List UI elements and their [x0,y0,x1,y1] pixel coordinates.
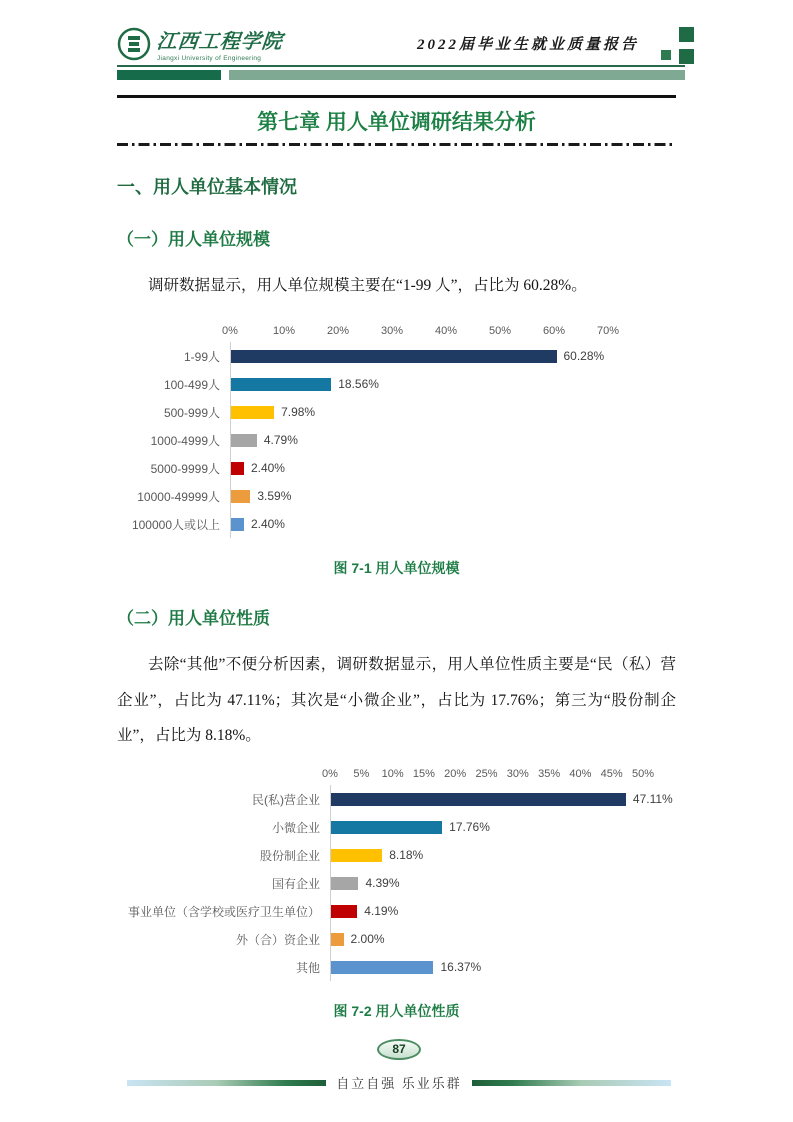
x-axis [322,768,655,785]
footer-gradient-bar-left [127,1080,326,1086]
bar [231,406,274,419]
bar [231,490,250,503]
page-number-row [117,1039,681,1060]
plot-area [330,953,644,981]
university-logo [117,25,283,62]
chart-row [117,785,676,813]
page-header [117,0,685,80]
report-title: 2022届毕业生就业质量报告 [416,37,639,53]
university-name: 江西工程学院 [155,31,284,53]
chart-row [117,342,676,370]
axis-tick: 5% [353,768,370,781]
plot-area [330,925,644,953]
page-footer [117,1039,681,1092]
category-label: 1000-4999人 [150,433,220,448]
plot-area [230,398,609,426]
value-label: 4.79% [263,433,298,448]
axis-tick: 45% [600,768,623,781]
axis-tick: 30% [380,325,404,338]
bar [331,821,442,834]
axis-tick: 25% [475,768,498,781]
chart-row [117,841,676,869]
axis-tick: 20% [326,325,350,338]
chart-rows [117,342,676,538]
chart-row [117,454,676,482]
value-label: 4.19% [364,904,399,919]
logo-text [157,25,283,62]
category-label: 100-499人 [163,377,220,392]
subsection-heading-1-1: （一）用人单位规模 [117,229,270,249]
chart-row [117,426,676,454]
value-label: 4.39% [365,876,400,891]
value-label: 16.37% [440,960,482,975]
bar [231,378,331,391]
footer-motto-row [127,1073,671,1092]
axis-tick: 15% [412,768,435,781]
chapter-title: 第七章 用人单位调研结果分析 [257,111,536,134]
header-bar-dark-segment [117,70,221,80]
value-label: 2.00% [350,932,385,947]
axis-tick: 50% [488,325,512,338]
decoration-square [679,49,694,64]
axis-tick: 35% [538,768,561,781]
plot-area [230,482,609,510]
plot-area [330,813,644,841]
bar [231,462,244,475]
value-label: 47.11% [632,792,673,807]
plot-area [230,510,609,538]
figure-7-1-caption: 图 7-1 用人单位规模 [333,560,460,577]
axis-tick: 60% [542,325,566,338]
chart-row [117,398,676,426]
axis-tick: 10% [272,325,296,338]
bar [231,350,557,363]
header-bar-light-segment [229,70,685,80]
category-label: 10000-49999人 [137,489,220,504]
bar [231,434,257,447]
value-label: 3.59% [257,489,292,504]
bar [231,518,244,531]
bar [331,877,358,890]
value-label: 2.40% [250,461,285,476]
bar [331,793,626,806]
value-label: 7.98% [281,405,316,420]
axis-tick: 0% [222,325,238,338]
category-label: 小微企业 [271,820,320,835]
section-heading-1: 一、用人单位基本情况 [117,176,297,197]
figure-7-1-chart [117,325,676,538]
figure-7-2-chart [117,768,676,981]
plot-area [330,869,644,897]
plot-area [230,370,609,398]
bar [331,961,433,974]
chart-row [117,482,676,510]
category-label: 外（合）资企业 [235,932,320,947]
chart-row [117,510,676,538]
plot-area [330,897,644,925]
dash-dot-divider [117,143,676,146]
paragraph-employer-scale: 调研数据显示，用人单位规模主要在“1-99 人”，占比为 60.28%。 [148,276,587,294]
chart-row [117,813,676,841]
axis-tick: 50% [631,768,655,781]
chart-row [117,897,676,925]
chart-row [117,925,676,953]
value-label: 60.28% [563,349,605,364]
figure-7-2-caption: 图 7-2 用人单位性质 [333,1003,460,1020]
plot-area [230,454,609,482]
decoration-square [679,27,694,42]
category-label: 其他 [295,960,320,975]
plot-area [330,841,644,869]
category-label: 1-99人 [183,349,220,364]
axis-tick: 40% [569,768,592,781]
category-label: 股份制企业 [259,848,320,863]
value-label: 2.40% [250,517,285,532]
header-decoration-squares [660,27,694,64]
chapter-heading-block [117,95,676,146]
axis-tick: 30% [506,768,529,781]
axis-tick: 40% [434,325,458,338]
category-label: 民(私)营企业 [252,792,320,807]
bar [331,933,344,946]
header-top-row [117,25,685,62]
university-name-english: Jiangxi University of Engineering [157,55,262,62]
category-label: 100000人或以上 [131,517,220,532]
footer-motto-text: 自立自强 乐业乐群 [336,1076,462,1091]
x-axis [222,325,620,342]
chart-rows [117,785,676,981]
axis-tick: 70% [596,325,620,338]
plot-area [230,426,609,454]
subsection-heading-1-2: （二）用人单位性质 [117,609,270,629]
bar [331,849,382,862]
axis-tick: 10% [381,768,404,781]
category-label: 500-999人 [163,405,220,420]
category-label: 事业单位（含学校或医疗卫生单位） [127,904,320,919]
plot-area [330,785,673,813]
paragraph-employer-type: 去除“其他”不便分析因素，调研数据显示，用人单位性质主要是“民（私）营企业”，占比为 47.11%；其次是“小微企业”，占比为 17.76%；第三为“股份制企业”，占比为 8.18%。 [117,656,676,745]
plot-area [230,342,609,370]
university-seal-icon [117,27,151,61]
value-label: 18.56% [338,377,379,392]
footer-gradient-bar-right [472,1080,671,1086]
header-color-bar [117,70,685,80]
decoration-square [661,50,671,60]
axis-tick: 20% [444,768,467,781]
header-divider-line [117,65,685,67]
chart-row [117,869,676,897]
page-content [117,95,676,1021]
category-label: 国有企业 [271,876,320,891]
value-label: 17.76% [449,820,490,835]
chart-row [117,370,676,398]
category-label: 5000-9999人 [150,461,220,476]
bar [331,905,357,918]
page-number-badge: 87 [377,1039,421,1060]
value-label: 8.18% [389,848,424,863]
chart-row [117,953,676,981]
axis-tick: 0% [322,768,338,781]
